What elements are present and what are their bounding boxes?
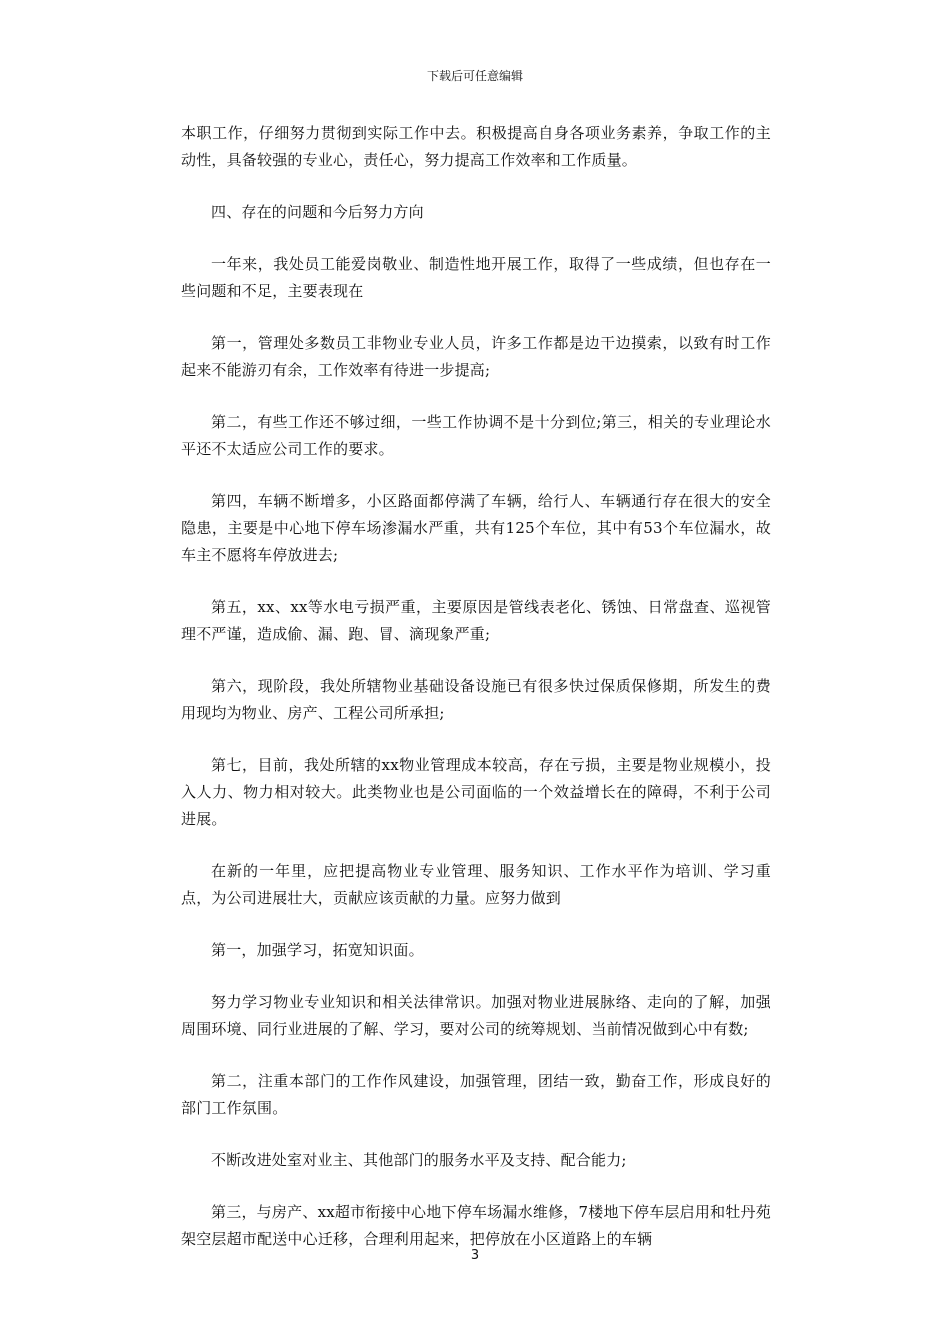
paragraph: 不断改进处室对业主、其他部门的服务水平及支持、配合能力;: [211, 1151, 627, 1169]
paragraph-continuation: 本职工作，仔细努力贯彻到实际工作中去。积极提高自身各项业务素养，争取工作的主动性，具备较强的专业心，责任心，努力提高工作效率和工作质量。: [181, 124, 771, 169]
paragraph: 第七，目前，我处所辖的xx物业管理成本较高，存在亏损，主要是物业规模小，投入人力、物力相对较大。此类物业也是公司面临的一个效益增长在的障碍，不利于公司进展。: [181, 756, 771, 828]
paragraph: 一年来，我处员工能爱岗敬业、制造性地开展工作，取得了一些成绩，但也存在一些问题和不足，主要表现在: [181, 255, 771, 300]
paragraph: 第二，有些工作还不够过细，一些工作协调不是十分到位;第三，相关的专业理论水平还不太适应公司工作的要求。: [181, 413, 771, 458]
page-number: 3: [470, 1248, 480, 1263]
paragraph: 第一，加强学习，拓宽知识面。: [211, 941, 424, 959]
paragraph: 在新的一年里，应把提高物业专业管理、服务知识、工作水平作为培训、学习重点，为公司进展壮大，贡献应该贡献的力量。应努力做到: [181, 862, 771, 907]
paragraph: 第四，车辆不断增多，小区路面都停满了车辆，给行人、车辆通行存在很大的安全隐患，主要是中心地下停车场渗漏水严重，共有125个车位，其中有53个车位漏水，故车主不愿将车停放进去;: [181, 492, 771, 564]
paragraph: 第五，xx、xx等水电亏损严重，主要原因是管线表老化、锈蚀、日常盘查、巡视管理不严谨，造成偷、漏、跑、冒、滴现象严重;: [181, 598, 771, 643]
paragraph: 努力学习物业专业知识和相关法律常识。加强对物业进展脉络、走向的了解，加强周围环境、同行业进展的了解、学习，要对公司的统筹规划、当前情况做到心中有数;: [181, 993, 771, 1038]
section-heading: 四、存在的问题和今后努力方向: [211, 203, 424, 221]
document-body: [181, 120, 771, 1278]
paragraph: 第三，与房产、xx超市衔接中心地下停车场漏水维修，7楼地下停车层启用和牡丹苑架空层超市配送中心迁移，合理利用起来，把停放在小区道路上的车辆: [181, 1203, 771, 1248]
page-header: 下载后可任意编辑: [426, 69, 523, 83]
paragraph: 第一，管理处多数员工非物业专业人员，许多工作都是边干边摸索，以致有时工作起来不能游刃有余，工作效率有待进一步提高;: [181, 334, 771, 379]
paragraph: 第二，注重本部门的工作作风建设，加强管理，团结一致，勤奋工作，形成良好的部门工作氛围。: [181, 1072, 771, 1117]
paragraph: 第六，现阶段，我处所辖物业基础设备设施已有很多快过保质保修期，所发生的费用现均为物业、房产、工程公司所承担;: [181, 677, 771, 722]
